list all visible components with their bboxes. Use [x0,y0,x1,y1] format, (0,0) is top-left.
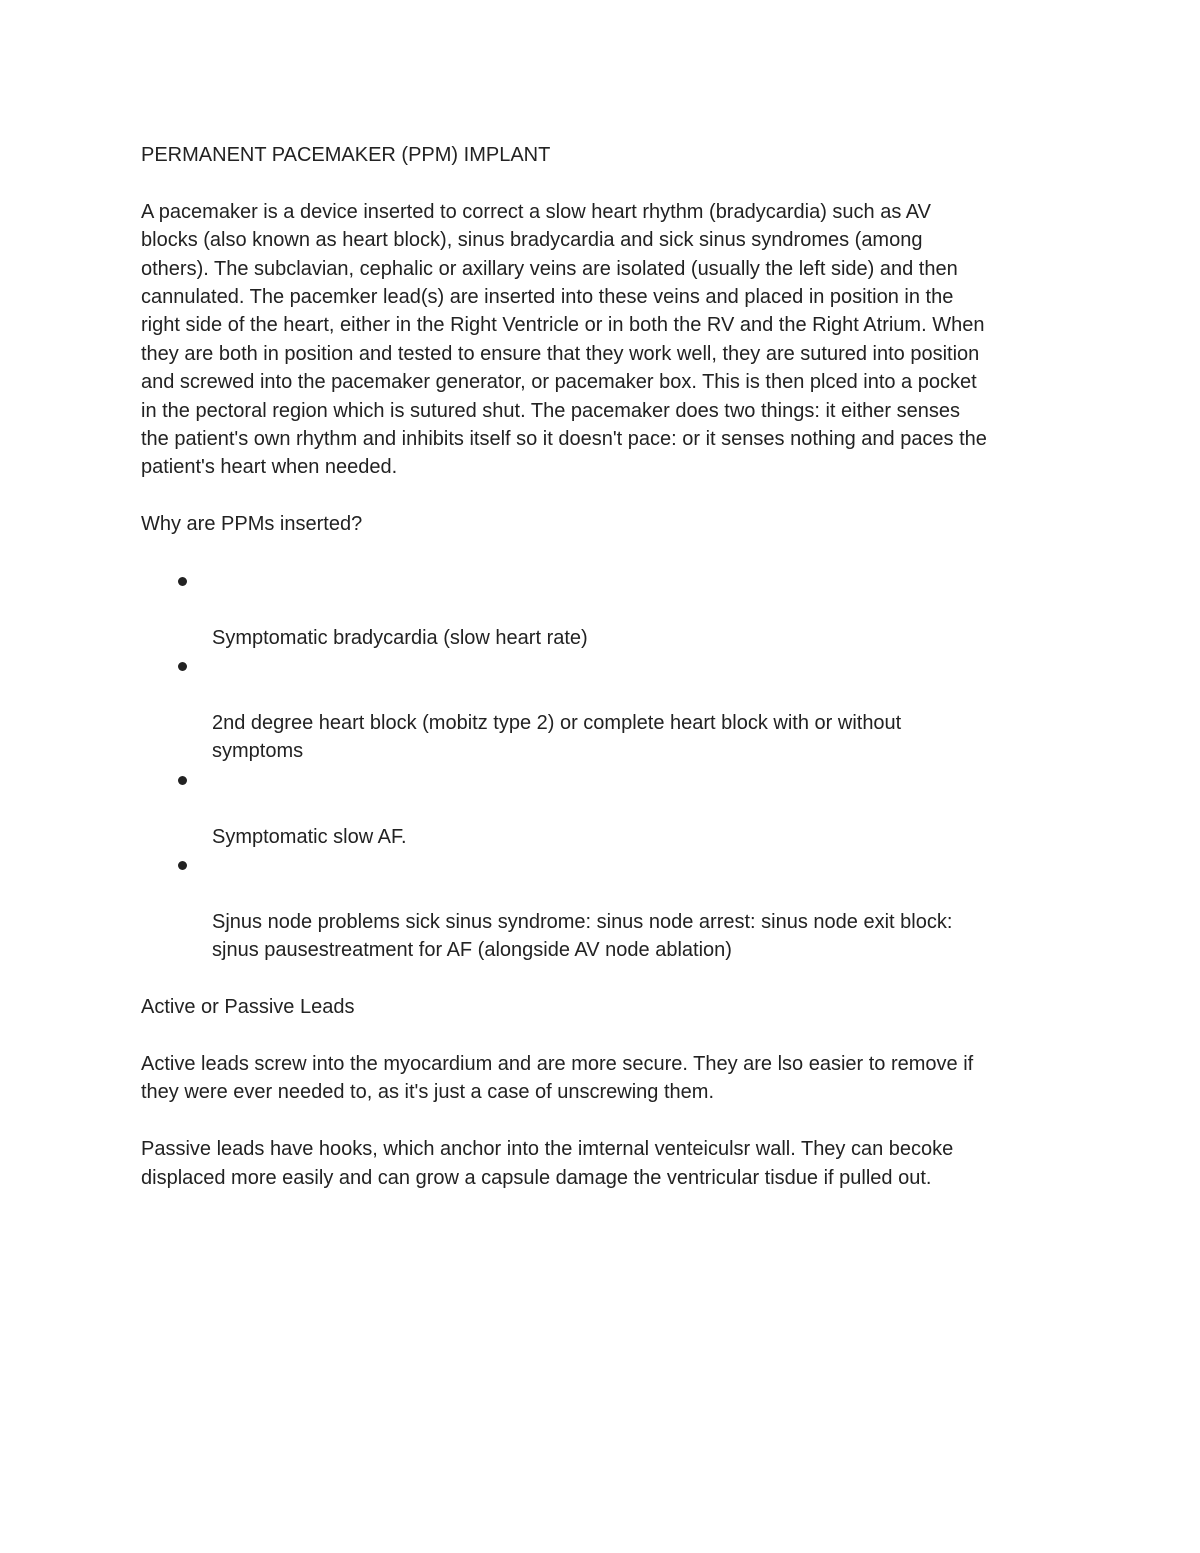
why-heading: Why are PPMs inserted? [141,513,363,536]
bullet-icon [178,776,187,785]
passive-leads-paragraph: Passive leads have hooks, which anchor into the imternal venteiculsr wall. They can becoke displaced more easily and can grow a capsule damage the ventricular tisdue if pulled out. [141,1138,954,1189]
list-item-text: Sjnus node problems sick sinus syndrome: sinus node arrest: sinus node exit block: sjnus pausestreatment for AF (alongside AV node ablation) [212,910,953,962]
reasons-list [141,567,1061,965]
list-item-text: Symptomatic bradycardia (slow heart rate) [212,626,588,649]
list-item [141,766,1061,851]
list-item [141,652,1061,766]
list-item [141,851,1061,965]
document-page [141,141,1061,1220]
bullet-icon [178,577,187,586]
list-item [141,567,1061,652]
leads-heading: Active or Passive Leads [141,996,355,1019]
list-item-text: Symptomatic slow AF. [212,825,407,848]
bullet-icon [178,662,187,671]
list-item-text: 2nd degree heart block (mobitz type 2) or complete heart block with or without symptoms [212,712,902,763]
document-title: PERMANENT PACEMAKER (PPM) IMPLANT [141,144,551,166]
bullet-icon [178,861,187,870]
active-leads-paragraph: Active leads screw into the myocardium and are more secure. They are lso easier to remove if they were ever needed to, as it's just a case of unscrewing them. [141,1052,974,1104]
intro-paragraph: A pacemaker is a device inserted to correct a slow heart rhythm (bradycardia) such as AV blocks (also known as heart block), sinus bradycardia and sick sinus syndromes (among others). The subclavian, cephalic or axillary veins are isolated (usually the left side) and then cannulated. The pacemker lead(s) are inserted into these veins and placed in position in the right side of the heart, either in the Right Ventricle or in both the RV and the Right Atrium. When they are both in position and tested to ensure that they work well, they are sutured into position and screwed into the pacemaker generator, or pacemaker box. This is then plced into a pocket in the pectoral region which is sutured shut. The pacemaker does two things: it either senses the patient's own rhythm and inhibits itself so it doesn't pace: or it senses nothing and paces the patient's heart when needed. [141,200,987,479]
